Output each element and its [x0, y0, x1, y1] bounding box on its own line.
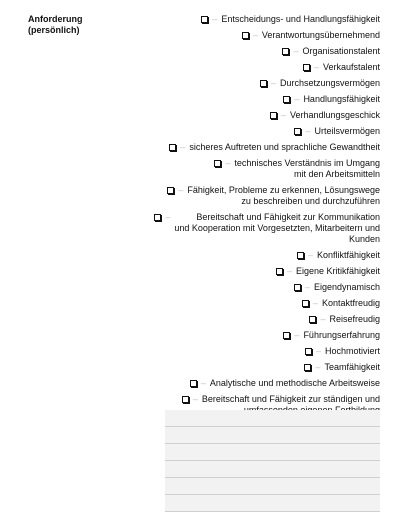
- blank-line[interactable]: [165, 427, 380, 444]
- dash-separator: –: [225, 158, 231, 168]
- checklist-item-label: Handlungsfähigkeit: [303, 94, 380, 104]
- blank-line[interactable]: [165, 444, 380, 461]
- section-heading: Anforderung (persönlich): [28, 14, 83, 35]
- blank-line[interactable]: [165, 410, 380, 427]
- blank-line[interactable]: [165, 461, 380, 478]
- checklist-item-label: Eigendynamisch: [313, 282, 380, 292]
- dash-separator: –: [294, 94, 300, 104]
- checklist-item: [150, 362, 380, 373]
- checklist-item-label: Teamfähigkeit: [324, 362, 380, 372]
- checkbox[interactable]: [309, 316, 316, 323]
- blank-entry-lines: [165, 410, 380, 512]
- checkbox[interactable]: [167, 187, 174, 194]
- checklist-item-label: Hochmotiviert: [324, 346, 380, 356]
- checklist-item: [150, 46, 380, 57]
- dash-separator: –: [212, 14, 218, 24]
- checkbox[interactable]: [283, 96, 290, 103]
- checkbox[interactable]: [276, 268, 283, 275]
- checklist-item: [150, 110, 380, 121]
- checkbox[interactable]: [297, 252, 304, 259]
- checklist-item: [150, 62, 380, 73]
- checkbox[interactable]: [270, 112, 277, 119]
- checklist-item: [150, 78, 380, 89]
- dash-separator: –: [252, 30, 258, 40]
- checklist-item: [150, 298, 380, 309]
- checklist-item-label: Entscheidungs- und Handlungsfähigkeit: [221, 14, 380, 24]
- checkbox[interactable]: [294, 128, 301, 135]
- checklist-item: [150, 378, 380, 389]
- checklist-item-label: Eigene Kritikfähigkeit: [295, 266, 380, 276]
- dash-separator: –: [313, 62, 319, 72]
- checklist-item: [150, 330, 380, 341]
- dash-separator: –: [192, 394, 198, 404]
- checklist-item: [150, 250, 380, 261]
- checkbox[interactable]: [201, 16, 208, 23]
- checkbox[interactable]: [190, 380, 197, 387]
- checkbox[interactable]: [282, 48, 289, 55]
- dash-separator: –: [294, 330, 300, 340]
- checklist-item-label: Bereitschaft und Fähigkeit zur ständigen und: [201, 394, 380, 404]
- dash-separator: –: [270, 78, 276, 88]
- dash-separator: –: [165, 212, 171, 222]
- dash-separator: –: [305, 126, 311, 136]
- checklist-item-label: Fähigkeit, Probleme zu erkennen, Lösungswege zu beschreiben und durchzuführen: [187, 185, 380, 206]
- checklist-item: [150, 142, 380, 153]
- checklist-item-label: Führungserfahrung: [303, 330, 380, 340]
- dash-separator: –: [307, 250, 313, 260]
- checkbox[interactable]: [305, 348, 312, 355]
- checkbox[interactable]: [214, 160, 221, 167]
- checkbox[interactable]: [182, 396, 189, 403]
- checklist-item-label: Organisationstalent: [302, 46, 380, 56]
- checklist-item: [150, 14, 380, 25]
- checklist-item: [150, 266, 380, 277]
- dash-separator: –: [286, 266, 292, 276]
- checkbox[interactable]: [303, 64, 310, 71]
- checkbox[interactable]: [169, 144, 176, 151]
- checklist-item: [150, 314, 380, 325]
- dash-separator: –: [315, 346, 321, 356]
- dash-separator: –: [304, 282, 310, 292]
- checklist-item: [150, 126, 380, 137]
- checklist-item-label: Verhandlungsgeschick: [289, 110, 380, 120]
- dash-separator: –: [293, 46, 299, 56]
- checklist-item-label: Bereitschaft und Fähigkeit zur Kommunikation und Kooperation mit Vorgesetzten, Mitarbeitern und Kunden: [174, 212, 380, 244]
- requirement-checklist: [150, 14, 380, 421]
- checkbox[interactable]: [260, 80, 267, 87]
- checklist-item: [150, 30, 380, 41]
- checklist-item: [150, 212, 380, 245]
- dash-separator: –: [320, 314, 326, 324]
- dash-separator: –: [200, 378, 206, 388]
- checklist-item-label: Verantwortungsübernehmend: [261, 30, 380, 40]
- dash-separator: –: [180, 142, 186, 152]
- checklist-item-label: Analytische und methodische Arbeitsweise: [209, 378, 380, 388]
- dash-separator: –: [280, 110, 286, 120]
- checkbox[interactable]: [302, 300, 309, 307]
- blank-line[interactable]: [165, 478, 380, 495]
- dash-separator: –: [178, 185, 184, 195]
- checklist-item-label: Verkaufstalent: [322, 62, 380, 72]
- dash-separator: –: [312, 298, 318, 308]
- dash-separator: –: [315, 362, 321, 372]
- blank-line[interactable]: [165, 495, 380, 512]
- checklist-item-label: Durchsetzungsvermögen: [279, 78, 380, 88]
- checklist-item: [150, 282, 380, 293]
- checklist-item: [150, 158, 380, 180]
- checkbox[interactable]: [294, 284, 301, 291]
- checklist-item: [150, 94, 380, 105]
- checklist-item: [150, 346, 380, 357]
- checklist-item-label: Kontaktfreudig: [321, 298, 380, 308]
- checklist-item-label: sicheres Auftreten und sprachliche Gewandtheit: [189, 142, 380, 152]
- checklist-item-label: Konfliktfähigkeit: [316, 250, 380, 260]
- checkbox[interactable]: [154, 214, 161, 221]
- checklist-item-label: Reisefreudig: [329, 314, 380, 324]
- checklist-item-label: technisches Verständnis im Umgang mit den Arbeitsmitteln: [234, 158, 380, 179]
- checkbox[interactable]: [242, 32, 249, 39]
- checkbox[interactable]: [283, 332, 290, 339]
- checkbox[interactable]: [304, 364, 311, 371]
- checklist-item: [150, 185, 380, 207]
- checklist-item-label: Urteilsvermögen: [314, 126, 380, 136]
